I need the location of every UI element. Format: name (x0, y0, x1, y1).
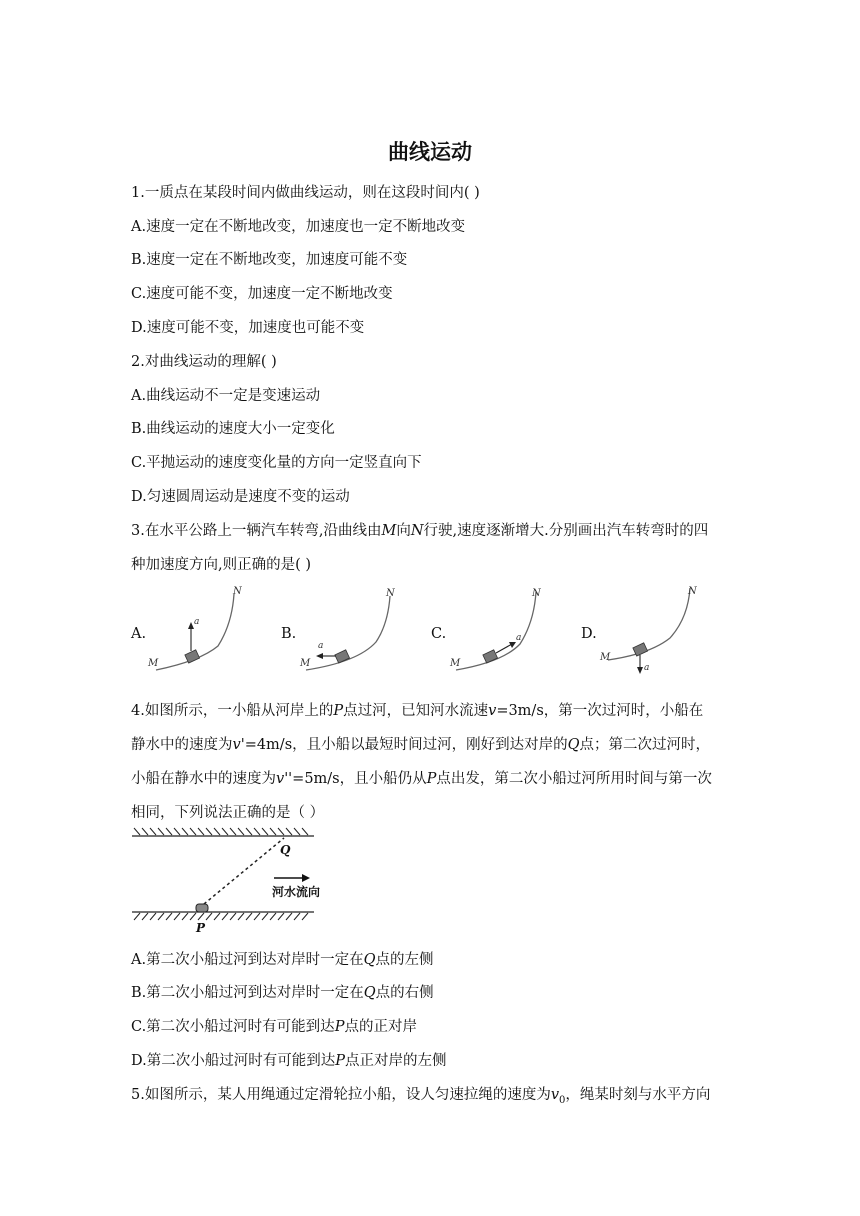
question-3-figures (128, 584, 728, 684)
question-4-river-figure (128, 824, 328, 936)
svg-text:N: N (386, 588, 395, 599)
question-4-option-d: D.第二次小船过河时有可能到达P点正对岸的左侧 (131, 1053, 447, 1069)
question-4-line-2: 静水中的速度为v'=4m/s，且小船以最短时间过河，刚好到达对岸的Q点；第二次过河时， (131, 737, 711, 753)
svg-text:M: M (450, 658, 461, 669)
question-1-option-c: C.速度可能不变，加速度一定不断地改变 (131, 286, 393, 302)
question-4-line-3: 小船在静水中的速度为v''=5m/s，且小船仍从P点出发，第二次小船过河所用时间与第一次 (131, 771, 712, 787)
question-4-option-b: B.第二次小船过河到达对岸时一定在Q点的右侧 (131, 985, 434, 1001)
curve-figure-a (128, 584, 278, 684)
question-4-line-4: 相同，下列说法正确的是（ ） (131, 805, 325, 821)
svg-text:M: M (148, 658, 159, 669)
curve-figure-d (578, 584, 728, 684)
svg-text:Q: Q (280, 843, 291, 857)
question-1-option-a: A.速度一定在不断地改变，加速度也一定不断地改变 (131, 219, 466, 235)
svg-text:N: N (688, 586, 697, 597)
curve-figure-c (428, 584, 578, 684)
river-diagram (128, 824, 328, 936)
svg-text:a: a (318, 641, 324, 651)
question-1-stem: 1.一质点在某段时间内做曲线运动，则在这段时间内( ) (131, 185, 480, 201)
question-4-option-c: C.第二次小船过河时有可能到达P点的正对岸 (131, 1019, 417, 1035)
question-3-option-d (578, 584, 728, 684)
option-a-label: A. (131, 626, 147, 642)
svg-text:a: a (516, 633, 522, 643)
option-c-label: C. (431, 626, 447, 642)
option-d-label: D. (581, 626, 597, 642)
svg-text:N: N (233, 586, 242, 597)
svg-text:P: P (196, 921, 206, 935)
page-title: 曲线运动 (388, 140, 472, 164)
question-3-stem-line-1: 3.在水平公路上一辆汽车转弯,沿曲线由M向N行驶,速度逐渐增大.分别画出汽车转弯时的四 (131, 523, 709, 539)
question-2-option-d: D.匀速圆周运动是速度不变的运动 (131, 489, 350, 505)
svg-text:a: a (644, 663, 650, 673)
question-4-option-a: A.第二次小船过河到达对岸时一定在Q点的左侧 (131, 952, 434, 968)
svg-text:M: M (600, 652, 611, 663)
svg-text:a: a (194, 617, 200, 627)
question-1-option-b: B.速度一定在不断地改变，加速度可能不变 (131, 252, 408, 268)
curve-figure-b (278, 584, 428, 684)
question-2-option-c: C.平抛运动的速度变化量的方向一定竖直向下 (131, 455, 422, 471)
question-2-stem: 2.对曲线运动的理解( ) (131, 354, 277, 370)
question-2-option-a: A.曲线运动不一定是变速运动 (131, 388, 321, 404)
option-b-label: B. (281, 626, 297, 642)
question-3-option-b (278, 584, 428, 684)
svg-text:河水流向: 河水流向 (272, 885, 321, 899)
question-3-stem-line-2: 种加速度方向,则正确的是( ) (131, 557, 312, 573)
question-5-line-1: 5.如图所示，某人用绳通过定滑轮拉小船，设人匀速拉绳的速度为$v_0$，绳某时刻与水平方向 (131, 1087, 711, 1106)
question-3-option-c (428, 584, 578, 684)
question-1-option-d: D.速度可能不变，加速度也可能不变 (131, 320, 365, 336)
question-3-option-a (128, 584, 278, 684)
question-4-line-1: 4.如图所示，一小船从河岸上的P点过河，已知河水流速v=3m/s，第一次过河时，小船在 (131, 703, 704, 719)
svg-text:N: N (532, 588, 541, 599)
question-2-option-b: B.曲线运动的速度大小一定变化 (131, 421, 335, 437)
svg-text:M: M (300, 658, 311, 669)
